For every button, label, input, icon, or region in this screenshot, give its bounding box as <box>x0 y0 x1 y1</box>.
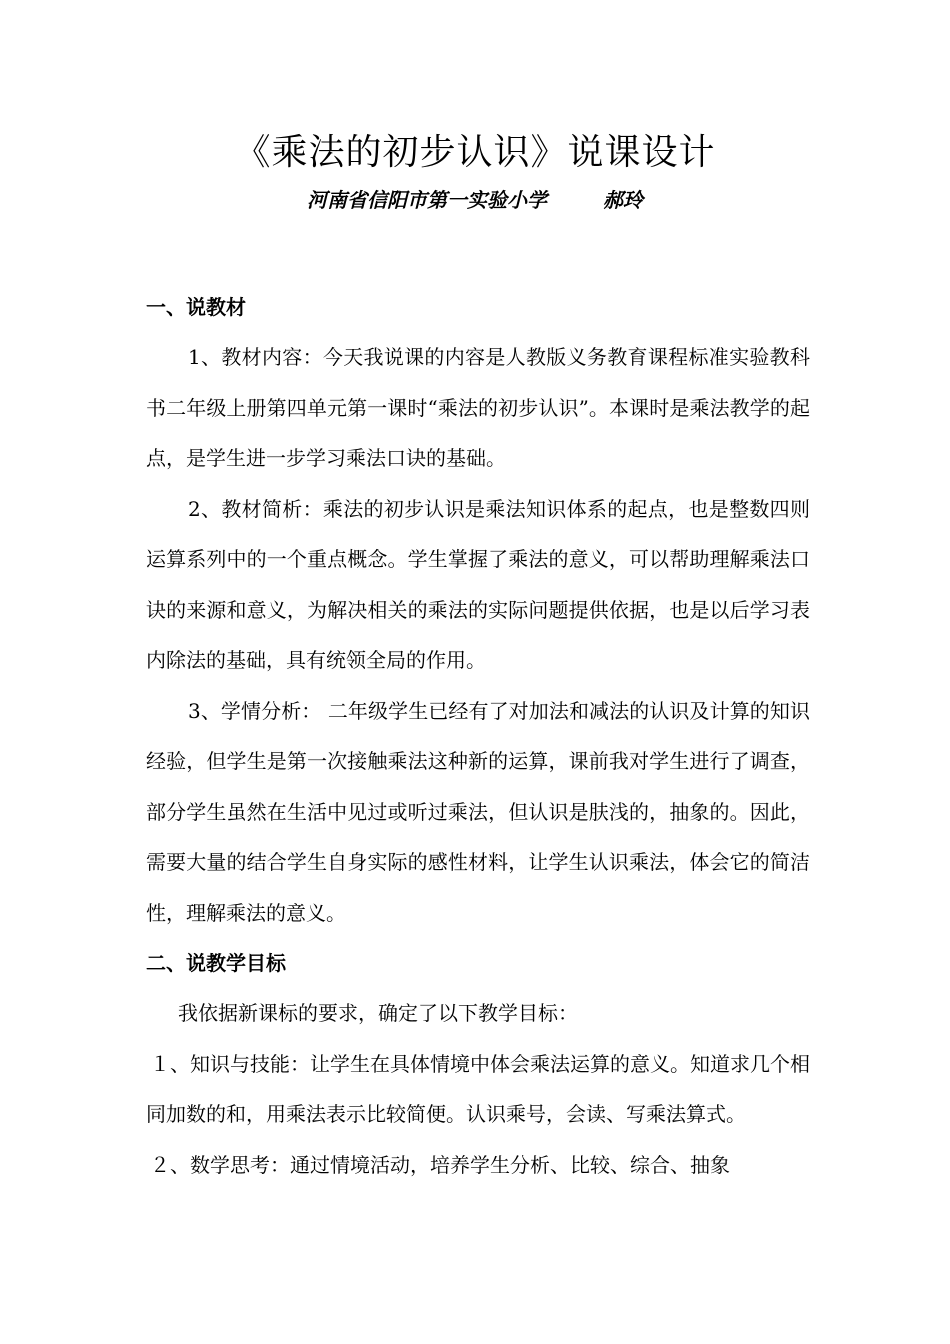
section-teaching-material <box>146 282 810 938</box>
author-name: 郝玲 <box>603 188 643 212</box>
paragraph-goal-knowledge: １、知识与技能：让学生在具体情境中体会乘法运算的意义。知道求几个相同加数的和，用乘法表示比较简便。认识乘号，会读、写乘法算式。 <box>146 1051 810 1126</box>
section-heading: 一、说教材 <box>146 295 246 319</box>
document-byline <box>0 185 950 215</box>
paragraph-goal-thinking: ２、数学思考：通过情境活动，培养学生分析、比较、综合、抽象 <box>150 1152 730 1177</box>
document-title: 《乘法的初步认识》说课设计 <box>234 132 716 173</box>
paragraph-material-analysis: 2、教材简析：乘法的初步认识是乘法知识体系的起点，也是整数四则运算系列中的一个重点概念。学生掌握了乘法的意义，可以帮助理解乘法口诀的来源和意义，为解决相关的乘法的实际问题提供依据，也是以后学习表内除法的基础，具有统领全局的作用。 <box>146 496 810 672</box>
document-body <box>146 282 810 1190</box>
paragraph-material-content: 1、教材内容：今天我说课的内容是人教版义务教育课程标准实验教科书二年级上册第四单元第一课时“乘法的初步认识”。本课时是乘法教学的起点，是学生进一步学习乘法口诀的基础。 <box>146 345 810 470</box>
section-teaching-goals <box>146 938 810 1190</box>
school-name: 河南省信阳市第一实验小学 <box>307 188 547 212</box>
section-heading: 二、说教学目标 <box>146 951 286 975</box>
paragraph-student-analysis: 3、学情分析： 二年级学生已经有了对加法和减法的认识及计算的知识经验，但学生是第一次接触乘法这种新的运算，课前我对学生进行了调查，部分学生虽然在生活中见过或听过乘法，但认识是肤浅的，抽象的。因此，需要大量的结合学生自身实际的感性材料，让学生认识乘法，体会它的简洁性，理解乘法的意义。 <box>146 698 810 925</box>
paragraph-goals-intro: 我依据新课标的要求，确定了以下教学目标： <box>178 1001 578 1025</box>
